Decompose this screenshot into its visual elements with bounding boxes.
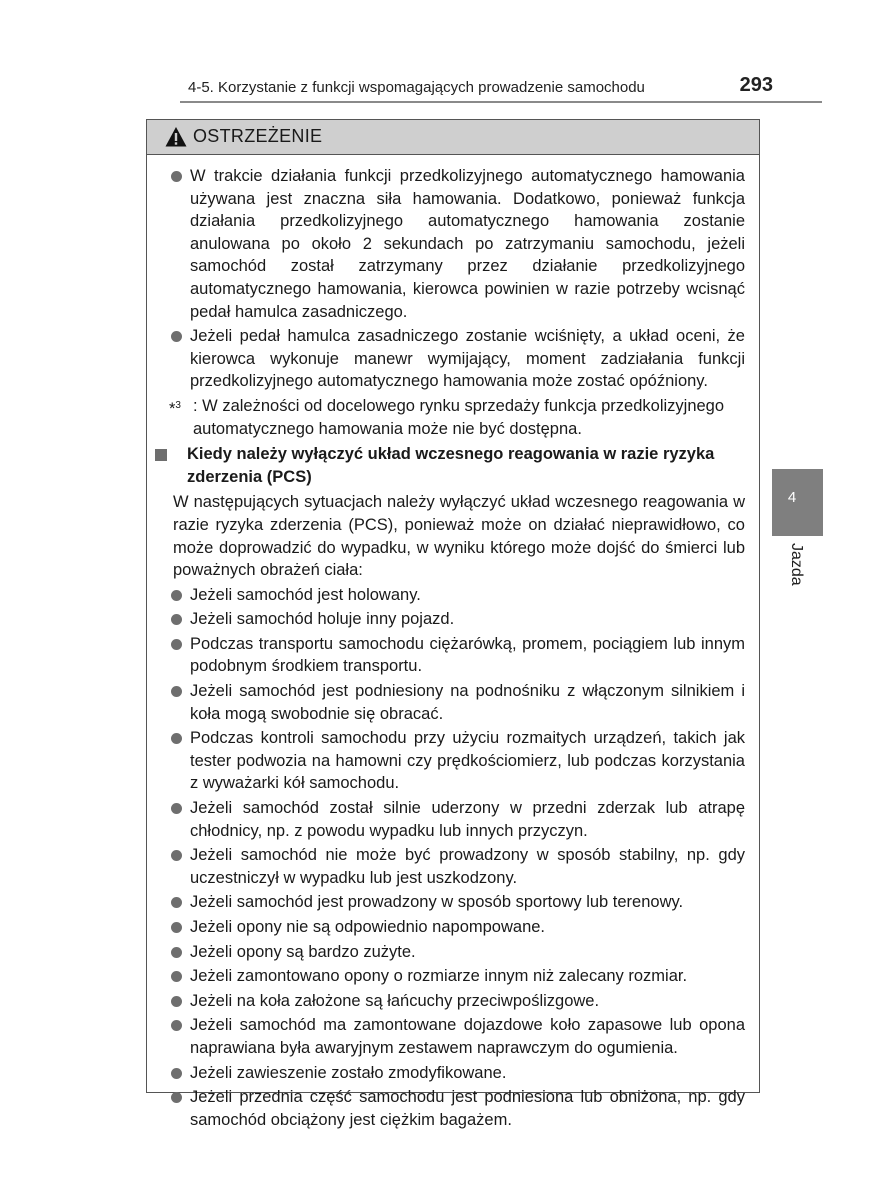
- bullet-icon: [171, 850, 182, 861]
- list-item: [169, 608, 745, 631]
- list-item: [169, 727, 745, 795]
- warning-bullet-list: [169, 165, 745, 393]
- list-item: [169, 797, 745, 842]
- list-item-text: Jeżeli przednia część samochodu jest podniesiona lub obniżona, np. gdy samochód obciążony jest ciężkim bagażem.: [190, 1088, 745, 1129]
- section-bullet-list: [169, 584, 745, 1132]
- list-item: [169, 633, 745, 678]
- bullet-icon: [171, 733, 182, 744]
- page-header: [182, 72, 777, 100]
- bullet-icon: [171, 971, 182, 982]
- footnote-marker: *$^3$: [169, 399, 181, 418]
- list-item-text: Jeżeli na koła założone są łańcuchy przeciwpoślizgowe.: [190, 991, 600, 1010]
- bullet-icon: [171, 639, 182, 650]
- header-divider: [180, 101, 822, 103]
- list-item-text: Jeżeli samochód holuje inny pojazd.: [190, 610, 455, 629]
- section-intro: W następujących sytuacjach należy wyłączyć układ wczesnego reagowania w razie ryzyka zderzenia (PCS), ponieważ może on działać nieprawidłowo, co może doprowadzić do wypadku, w wyniku którego może dojść do śmierci lub poważnych obrażeń ciała:: [173, 493, 745, 580]
- footnote-text: : W zależności od docelowego rynku sprzedaży funkcja przedkolizyjnego automatycznego hamowania może nie być dostępna.: [193, 396, 725, 438]
- bullet-icon: [171, 996, 182, 1007]
- section-title: 4-5. Korzystanie z funkcji wspomagających prowadzenie samochodu: [188, 79, 645, 96]
- list-item-text: Jeżeli zamontowano opony o rozmiarze innym niż zalecany rozmiar.: [190, 967, 688, 986]
- list-item-text: Jeżeli samochód został silnie uderzony w przedni zderzak lub atrapę chłodnicy, np. z powodu wypadku lub innych przyczyn.: [190, 799, 745, 840]
- bullet-icon: [171, 614, 182, 625]
- chapter-tab: [772, 469, 823, 536]
- list-item-text: Jeżeli opony są bardzo zużyte.: [190, 942, 416, 961]
- list-item-text: Podczas transportu samochodu ciężarówką, promem, pociągiem lub innym podobnym środkiem transportu.: [190, 634, 745, 676]
- bullet-icon: [171, 803, 182, 814]
- warning-body: [147, 155, 759, 1131]
- bullet-icon: [171, 1068, 182, 1079]
- list-item: [169, 680, 745, 725]
- bullet-icon: [171, 590, 182, 601]
- list-item: [169, 1014, 745, 1059]
- list-item-text: W trakcie działania funkcji przedkolizyjnego automatycznego hamowania używana jest znaczna siła hamowania. Dodatkowo, ponieważ funkcja działania przedkolizyjnego automatycznego hamowania zostanie anulowana po około 2 sekundach po zatrzymaniu samochodu, jeżeli samochód został zatrzymany przez działanie przedkolizyjnego automatycznego hamowania, kierowca powinien w razie potrzeby wcisnąć pedał hamulca zasadniczego.: [190, 167, 745, 321]
- bullet-icon: [171, 947, 182, 958]
- list-item-text: Podczas kontroli samochodu przy użyciu rozmaitych urządzeń, takich jak tester podwozia na hamowni czy prędkościomierz, lub podczas korzystania z wyważarki kół samochodu.: [190, 729, 745, 793]
- footnote: [169, 395, 745, 440]
- bullet-icon: [171, 331, 182, 342]
- bullet-icon: [171, 922, 182, 933]
- bullet-icon: [171, 171, 182, 182]
- page-number: 293: [739, 74, 773, 96]
- list-item: [169, 1086, 745, 1131]
- list-item: [169, 941, 745, 964]
- bullet-icon: [171, 686, 182, 697]
- list-item: [169, 584, 745, 607]
- list-item-text: Jeżeli zawieszenie zostało zmodyfikowane.: [190, 1063, 507, 1082]
- warning-box: [146, 119, 760, 1129]
- list-item-text: Jeżeli samochód jest holowany.: [190, 585, 421, 604]
- list-item-text: Jeżeli samochód jest prowadzony w sposób sportowy lub terenowy.: [190, 893, 684, 912]
- bullet-icon: [171, 1092, 182, 1103]
- chapter-label: Jazda: [788, 543, 805, 586]
- list-item-text: Jeżeli opony nie są odpowiednio napompowane.: [190, 918, 545, 936]
- list-item-text: Jeżeli samochód nie może być prowadzony w sposób stabilny, np. gdy uczestniczył w wypadku lub jest uszkodzony.: [190, 846, 745, 887]
- list-item: [169, 990, 745, 1013]
- list-item: [169, 325, 745, 393]
- warning-icon: [165, 126, 187, 148]
- list-item-text: Jeżeli samochód ma zamontowane dojazdowe koło zapasowe lub opona naprawiana była awaryjnym zestawem naprawczym do ogumienia.: [190, 1016, 745, 1057]
- list-item: [169, 916, 745, 939]
- list-item: [169, 1062, 745, 1085]
- list-item: [169, 891, 745, 914]
- list-item: [169, 844, 745, 889]
- list-item-text: Jeżeli pedał hamulca zasadniczego zostanie wciśnięty, a układ oceni, że kierowca wykonuje manewr wymijający, moment zadziałania funkcji przedkolizyjnego automatycznego hamowania może zostać opóźniony.: [190, 327, 745, 391]
- list-item-text: Jeżeli samochód jest podniesiony na podnośniku z włączonym silnikiem i koła mogą swobodnie się obracać.: [190, 682, 745, 723]
- section-heading: [169, 443, 745, 488]
- list-item: [169, 165, 745, 323]
- chapter-number: 4: [787, 489, 797, 506]
- warning-title: OSTRZEŻENIE: [193, 126, 323, 146]
- square-bullet-icon: [155, 449, 167, 461]
- section-heading-text: Kiedy należy wyłączyć układ wczesnego reagowania w razie ryzyka zderzenia (PCS): [187, 445, 715, 486]
- bullet-icon: [171, 1020, 182, 1031]
- bullet-icon: [171, 897, 182, 908]
- list-item: [169, 965, 745, 988]
- warning-header: [147, 120, 759, 155]
